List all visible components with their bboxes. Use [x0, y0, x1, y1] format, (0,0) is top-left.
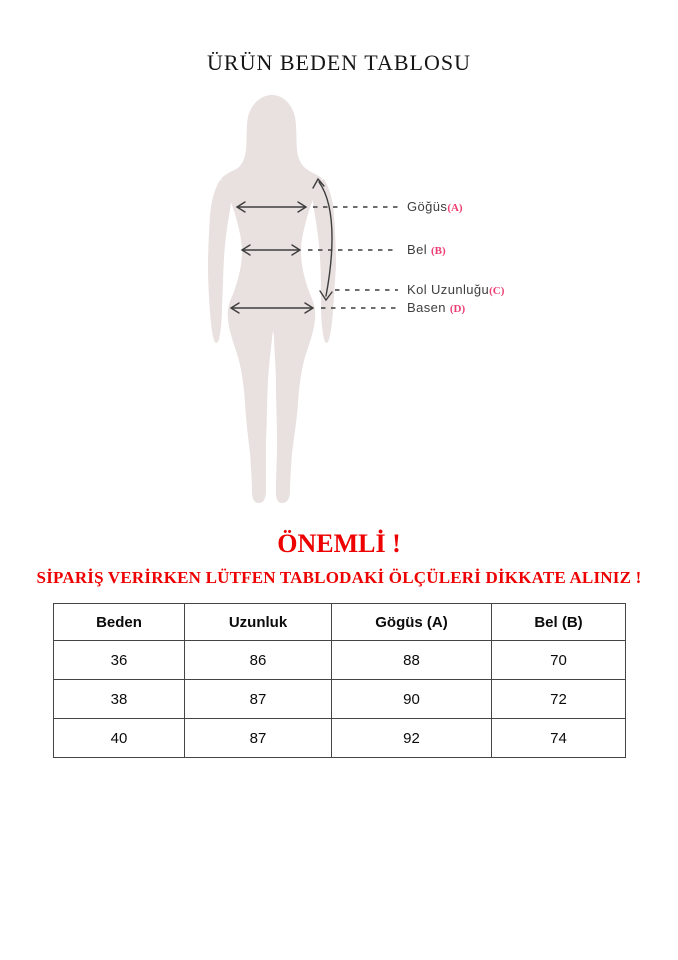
- column-header-bel: Bel (B): [492, 604, 626, 641]
- warning-text: SİPARİŞ VERİRKEN LÜTFEN TABLODAKİ ÖLÇÜLERİ DİKKATE ALINIZ !: [36, 568, 642, 587]
- measurement-label-kol-uzunlugu: [407, 281, 504, 299]
- left-arm-silhouette: [208, 180, 231, 343]
- table-row: [54, 680, 626, 719]
- table-cell: 72: [492, 680, 626, 719]
- table-cell: 92: [332, 719, 492, 758]
- table-row: [54, 719, 626, 758]
- body-silhouette: [221, 95, 322, 503]
- measurement-code-b: (B): [431, 245, 446, 257]
- measurement-label-text: Bel: [407, 242, 432, 257]
- table-cell: 38: [54, 680, 185, 719]
- measurement-code-c: (C): [489, 285, 505, 297]
- table-cell: 87: [185, 719, 332, 758]
- right-arm-silhouette: [313, 179, 336, 343]
- table-cell: 87: [185, 680, 332, 719]
- column-header-beden: Beden: [54, 604, 185, 641]
- measurement-code-d: (D): [449, 303, 466, 315]
- column-header-uzunluk: Uzunluk: [185, 604, 332, 641]
- measurement-label-text: Göğüs: [407, 199, 448, 214]
- measurement-label-gogus: [407, 198, 463, 216]
- table-cell: 86: [185, 641, 332, 680]
- page-title: ÜRÜN BEDEN TABLOSU: [207, 50, 471, 75]
- column-header-gogus: Gögüs (A): [332, 604, 492, 641]
- measurement-code-a: (A): [447, 202, 463, 214]
- table-cell: 40: [54, 719, 185, 758]
- table-cell: 88: [332, 641, 492, 680]
- important-heading: ÖNEMLİ !: [277, 529, 401, 558]
- table-cell: 70: [492, 641, 626, 680]
- measurement-label-basen: [407, 299, 465, 317]
- table-cell: 74: [492, 719, 626, 758]
- table-cell: 36: [54, 641, 185, 680]
- table-row: [54, 641, 626, 680]
- table-cell: 90: [332, 680, 492, 719]
- measurement-label-text: Kol Uzunluğu: [407, 282, 490, 297]
- measurement-label-bel: [407, 241, 446, 259]
- measurement-label-text: Basen: [407, 300, 450, 315]
- size-table: [53, 603, 626, 758]
- size-table-header-row: [54, 604, 626, 641]
